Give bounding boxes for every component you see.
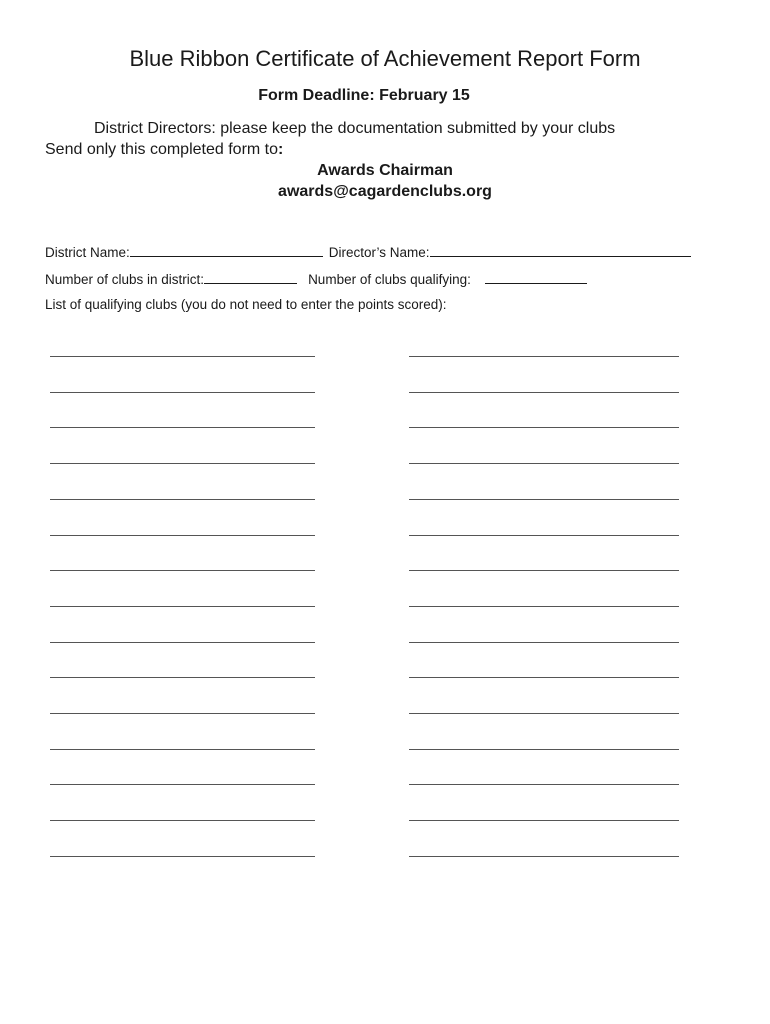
num-clubs-label: Number of clubs in district: (45, 272, 205, 287)
recipient-email[interactable]: awards@cagardenclubs.org (278, 183, 492, 200)
club-entry-line[interactable] (409, 642, 679, 643)
num-qualifying-label: Number of clubs qualifying: (308, 272, 471, 287)
club-entry-line[interactable] (50, 856, 315, 857)
club-entry-line[interactable] (50, 820, 315, 821)
club-entry-line[interactable] (409, 820, 679, 821)
recipient-name: Awards Chairman (317, 162, 453, 179)
director-name-label: Director’s Name: (328, 245, 430, 260)
club-entry-line[interactable] (50, 713, 315, 714)
club-entry-line[interactable] (50, 677, 315, 678)
club-entry-line[interactable] (409, 535, 679, 536)
club-count-row (45, 271, 587, 287)
club-entry-line[interactable] (409, 427, 679, 428)
club-entry-line[interactable] (409, 749, 679, 750)
num-clubs-field[interactable] (204, 271, 297, 284)
director-name-field[interactable] (430, 244, 691, 257)
club-entry-line[interactable] (409, 606, 679, 607)
club-entry-line[interactable] (50, 356, 315, 357)
district-director-row (45, 244, 691, 260)
club-entry-line[interactable] (50, 642, 315, 643)
list-instruction-row (45, 297, 447, 312)
num-qualifying-field[interactable] (485, 271, 587, 284)
club-entry-line[interactable] (409, 856, 679, 857)
district-name-label: District Name: (45, 245, 130, 260)
form-title: Blue Ribbon Certificate of Achievement Report Form (129, 46, 641, 71)
instruction-line-2-text: Send only this completed form to (45, 141, 279, 158)
club-entry-line[interactable] (50, 749, 315, 750)
club-entry-line[interactable] (409, 392, 679, 393)
club-entry-line[interactable] (409, 784, 679, 785)
instruction-line-2 (45, 141, 283, 159)
club-entry-line[interactable] (50, 570, 315, 571)
district-name-field[interactable] (130, 244, 323, 257)
club-entry-line[interactable] (409, 570, 679, 571)
club-entry-line[interactable] (50, 392, 315, 393)
club-entry-line[interactable] (50, 535, 315, 536)
list-label: List of qualifying clubs (you do not need to enter the points scored): (45, 297, 447, 312)
club-entry-line[interactable] (409, 463, 679, 464)
club-entry-line[interactable] (409, 713, 679, 714)
form-deadline: Form Deadline: February 15 (258, 87, 470, 104)
instruction-line-1: District Directors: please keep the documentation submitted by your clubs (94, 120, 616, 137)
club-entry-line[interactable] (50, 606, 315, 607)
instruction-line-2-colon: : (278, 141, 284, 158)
club-entry-line[interactable] (50, 463, 315, 464)
club-entry-line[interactable] (50, 499, 315, 500)
club-entry-line[interactable] (409, 677, 679, 678)
club-entry-line[interactable] (409, 356, 679, 357)
club-entry-line[interactable] (50, 427, 315, 428)
club-entry-line[interactable] (50, 784, 315, 785)
recipient-block (0, 160, 770, 202)
club-entry-line[interactable] (409, 499, 679, 500)
